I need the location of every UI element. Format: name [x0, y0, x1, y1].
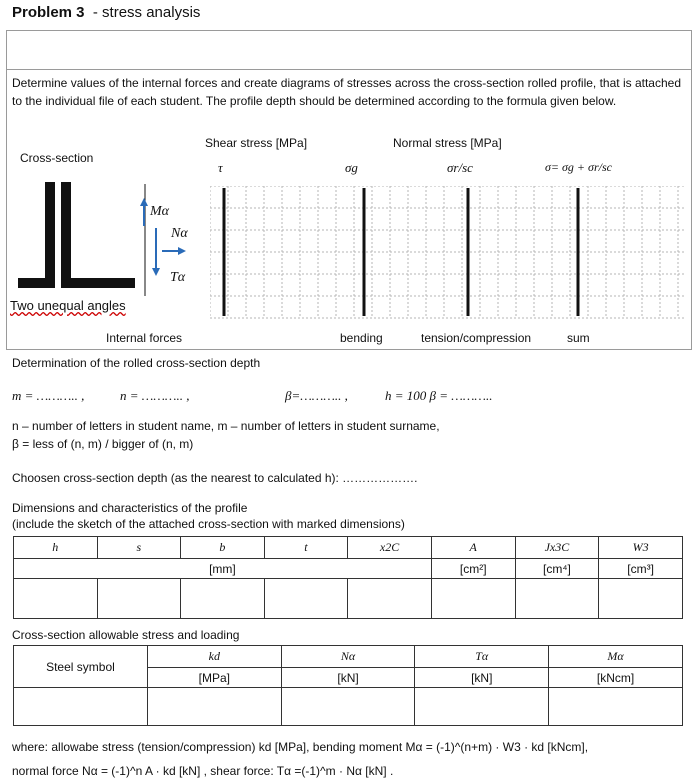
shear-arrow-head — [152, 268, 160, 276]
cell-t[interactable] — [264, 579, 348, 619]
definition-line-2: β = less of (n, m) / bigger of (n, m) — [12, 437, 194, 451]
formula-beta: β=……….. , — [285, 388, 348, 403]
normal-stress-label: Normal stress [MPa] — [393, 136, 502, 150]
sigma-sum-label: σ= σg + σr/sc — [545, 160, 612, 174]
col-h: h — [14, 537, 98, 559]
col-Jx3c: Jx3C — [515, 537, 599, 559]
col-t: t — [264, 537, 348, 559]
col-Na: Nα — [281, 646, 415, 668]
normal-arrow-head — [178, 247, 186, 255]
unit-Ma: [kNcm] — [549, 668, 683, 688]
intro-paragraph: Determine values of the internal forces and create diagrams of stresses across the cross-section rolled profile, that is attached to the individual file of each student. The profile depth should be determined according to the formula given below. — [12, 76, 681, 108]
cross-section-sketch — [12, 176, 212, 316]
cell-A[interactable] — [431, 579, 515, 619]
cell-Na[interactable] — [281, 688, 415, 726]
angle-left-web — [45, 182, 55, 288]
cell-b[interactable] — [181, 579, 265, 619]
tau-label: τ — [218, 160, 223, 175]
angle-right-flange — [61, 278, 135, 288]
cell-Ma[interactable] — [549, 688, 683, 726]
cell-h[interactable] — [14, 579, 98, 619]
unit-A: [cm²] — [431, 559, 515, 579]
cell-W3[interactable] — [599, 579, 683, 619]
depth-heading: Determination of the rolled cross-section depth — [12, 356, 261, 370]
steel-symbol-header: Steel symbol — [14, 646, 148, 688]
angle-right-web — [61, 182, 71, 288]
bending-label: bending — [340, 331, 383, 345]
page-title: Problem 3 - stress analysis — [12, 4, 201, 21]
sum-label: sum — [567, 331, 590, 345]
dims-subheading: (include the sketch of the attached cross-section with marked dimensions) — [12, 517, 405, 531]
header-box — [6, 30, 692, 70]
formula-n: n = ……….. , — [120, 388, 190, 403]
formula-m: m = ……….. , — [12, 388, 85, 403]
cell-Jx3c[interactable] — [515, 579, 599, 619]
unit-mm: [mm] — [14, 559, 432, 579]
unit-J: [cm⁴] — [515, 559, 599, 579]
cross-section-label: Cross-section — [20, 151, 94, 165]
col-x2c: x2C — [348, 537, 432, 559]
shear-stress-label: Shear stress [MPa] — [205, 136, 308, 150]
col-A: A — [431, 537, 515, 559]
tension-label: tension/compression — [421, 331, 532, 345]
dims-heading: Dimensions and characteristics of the profile — [12, 501, 248, 515]
col-s: s — [97, 537, 181, 559]
internal-forces-label: Internal forces — [106, 331, 183, 345]
unit-kd: [MPa] — [147, 668, 281, 688]
col-kd: kd — [147, 646, 281, 668]
unit-W: [cm³] — [599, 559, 683, 579]
footer-line-1: where: allowabe stress (tension/compression) kd [MPa], bending moment Mα = (-1)^(n+m) · W3 · kd [kNcm], — [12, 740, 589, 754]
cell-steel[interactable] — [14, 688, 148, 726]
ta-label: Tα — [170, 270, 186, 285]
unit-Ta: [kN] — [415, 668, 549, 688]
loading-table — [13, 645, 683, 726]
chosen-depth: Choosen cross-section depth (as the nearest to calculated h): ………………. — [12, 471, 418, 485]
definition-line-1: n – number of letters in student name, m – number of letters in student surname, — [12, 419, 440, 433]
dimensions-table — [13, 536, 683, 619]
formula-h: h = 100 β = ……….. — [385, 388, 493, 403]
angle-left-flange — [18, 278, 55, 288]
loading-heading: Cross-section allowable stress and loading — [12, 628, 240, 642]
col-W3: W3 — [599, 537, 683, 559]
col-b: b — [181, 537, 265, 559]
unit-Na: [kN] — [281, 668, 415, 688]
cell-kd[interactable] — [147, 688, 281, 726]
na-label: Nα — [171, 226, 188, 241]
cell-x2c[interactable] — [348, 579, 432, 619]
cell-s[interactable] — [97, 579, 181, 619]
col-Ta: Tα — [415, 646, 549, 668]
moment-arrow-head — [140, 198, 148, 206]
footer-line-2: normal force Nα = (-1)^n A · kd [kN] , shear force: Tα =(-1)^m · Nα [kN] . — [12, 764, 394, 778]
stress-grid — [210, 186, 690, 320]
sigma-g-label: σg — [345, 160, 358, 175]
col-Ma: Mα — [549, 646, 683, 668]
sigma-rsc-label: σr/sc — [447, 160, 473, 175]
angles-label: Two unequal angles — [10, 298, 126, 313]
ma-label: Mα — [150, 204, 170, 219]
cell-Ta[interactable] — [415, 688, 549, 726]
